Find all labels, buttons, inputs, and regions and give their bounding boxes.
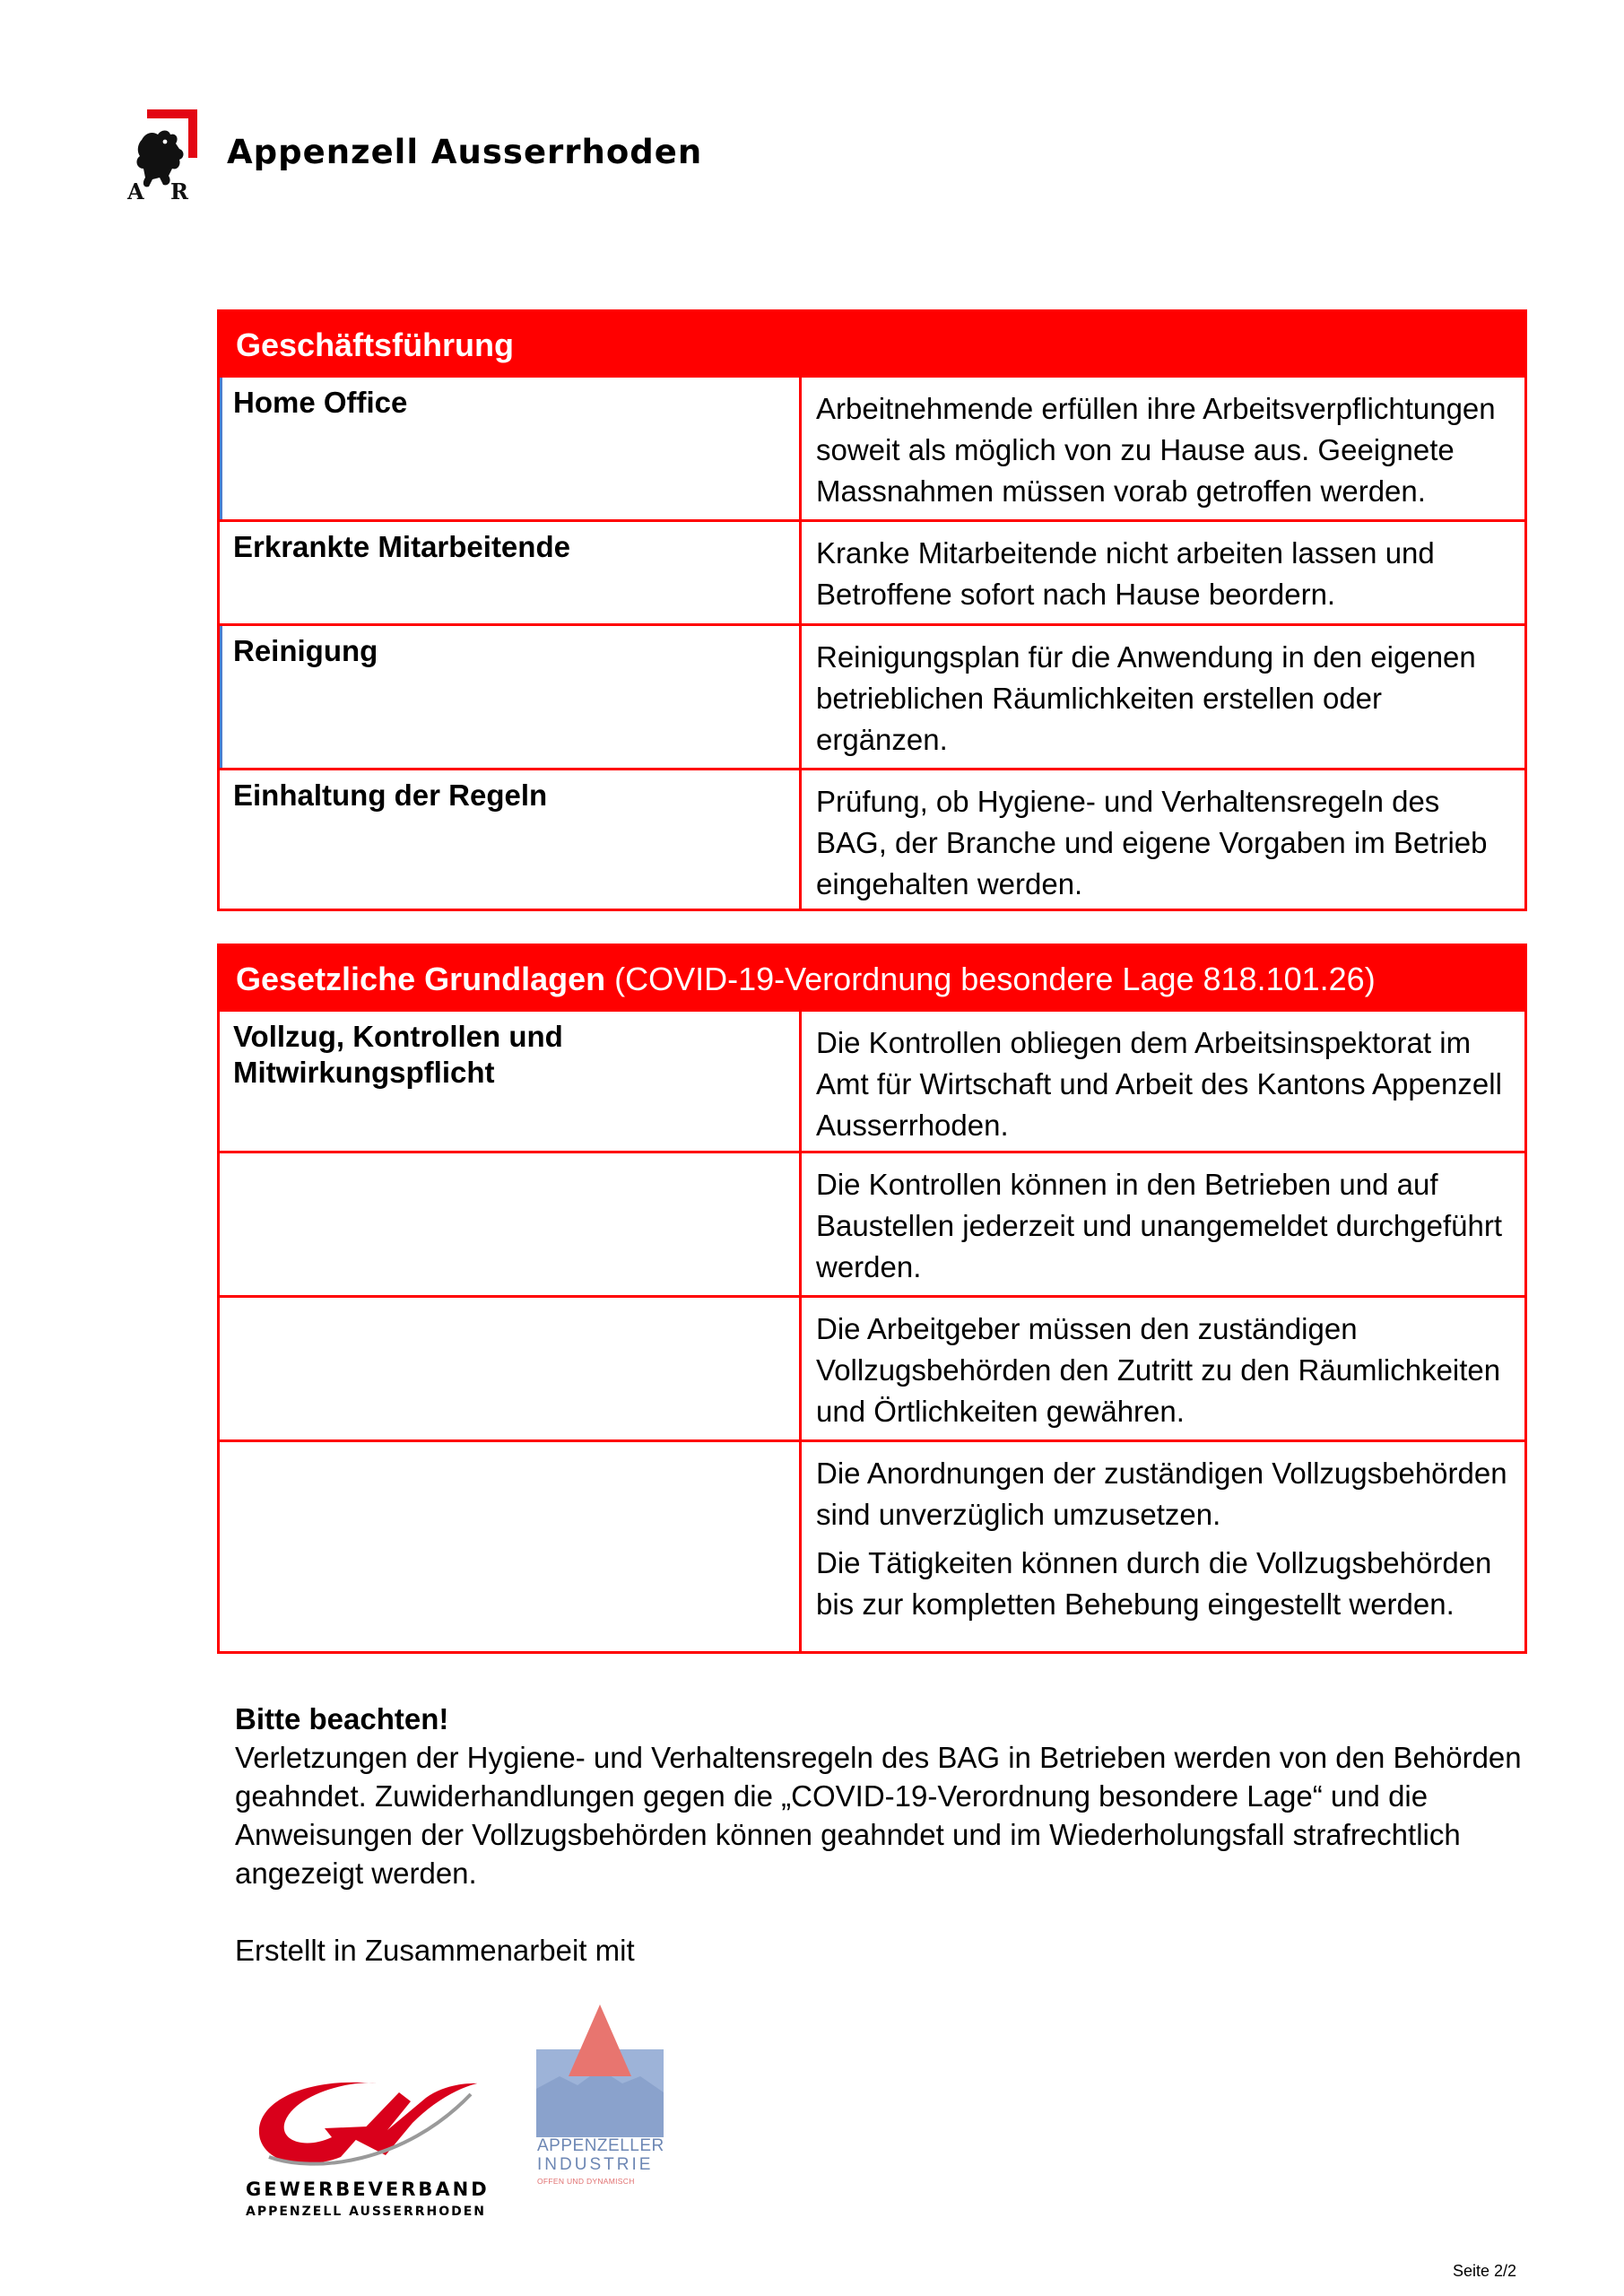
table-row — [220, 1439, 1524, 1651]
row-topic: Reinigung — [220, 626, 799, 768]
table-row — [220, 1151, 1524, 1295]
svg-text:A: A — [127, 178, 144, 204]
row-topic: Einhaltung der Regeln — [233, 778, 548, 812]
gewerbeverband-name: GEWERBEVERBAND — [246, 2179, 490, 2200]
row-text — [799, 1298, 1524, 1439]
table-row — [220, 1295, 1524, 1439]
table-row — [220, 768, 1524, 909]
row-text — [799, 522, 1524, 623]
row-paragraph: Die Kontrollen können in den Betrieben und auf Baustellen jederzeit und unangemeldet durchgeführt werden. — [816, 1168, 1503, 1283]
industrie-name-line2: INDUSTRIE — [537, 2155, 654, 2174]
bear-crest-icon — [126, 106, 211, 204]
notice-block — [235, 1700, 1526, 1892]
row-topic: Home Office — [220, 378, 799, 519]
row-topic — [220, 1153, 799, 1295]
row-text — [799, 378, 1524, 519]
row-text — [799, 1012, 1524, 1151]
legal-table-header — [220, 946, 1524, 1012]
notice-title: Bitte beachten! — [235, 1702, 449, 1735]
legal-title: Gesetzliche Grundlagen — [236, 961, 606, 997]
management-table — [217, 309, 1527, 911]
row-topic: Erkrankte Mitarbeitende — [233, 530, 570, 563]
management-table-header — [220, 312, 1524, 378]
management-title: Geschäftsführung — [236, 326, 515, 363]
table-row — [220, 519, 1524, 623]
row-text — [799, 1153, 1524, 1295]
svg-text:R: R — [170, 178, 188, 204]
row-text — [799, 1442, 1524, 1651]
row-paragraph: Arbeitnehmende erfüllen ihre Arbeitsverpflichtungen soweit als möglich von zu Hause aus. Geeignete Massnahmen müssen vorab getroffen werden. — [816, 392, 1496, 508]
industrie-slogan: OFFEN UND DYNAMISCH — [537, 2177, 635, 2186]
row-text — [799, 626, 1524, 768]
table-row — [220, 623, 1524, 768]
legal-table — [217, 944, 1527, 1654]
row-paragraph: Die Kontrollen obliegen dem Arbeitsinspektorat im Amt für Wirtschaft und Arbeit des Kantons Appenzell Ausserrhoden. — [816, 1026, 1502, 1142]
row-topic — [220, 1298, 799, 1439]
row-paragraph: Die Tätigkeiten können durch die Vollzugsbehörden bis zur kompletten Behebung eingestellt werden. — [816, 1546, 1492, 1621]
page-number: Seite 2/2 — [1453, 2262, 1517, 2280]
gewerbeverband-logo — [242, 2067, 490, 2229]
gewerbeverband-swoosh-icon — [242, 2067, 484, 2175]
table-row — [220, 1012, 1524, 1151]
mountain-icon — [533, 2005, 667, 2139]
legal-title-suffix: (COVID-19-Verordnung besondere Lage 818.101.26) — [605, 961, 1376, 997]
appenzeller-industrie-logo — [533, 2005, 667, 2220]
row-topic: Vollzug, Kontrollen und Mitwirkungspflicht — [233, 1020, 563, 1089]
row-paragraph: Die Anordnungen der zuständigen Vollzugsbehörden sind unverzüglich umzusetzen. — [816, 1457, 1507, 1531]
row-paragraph: Prüfung, ob Hygiene- und Verhaltensregeln des BAG, der Branche und eigene Vorgaben im Betrieb eingehalten werden. — [816, 785, 1488, 900]
row-topic — [220, 1442, 799, 1651]
credit-line: Erstellt in Zusammenarbeit mit — [235, 1934, 635, 1967]
notice-body: Verletzungen der Hygiene- und Verhaltensregeln des BAG in Betrieben werden von den Behörden geahndet. Zuwiderhandlungen gegen die „COVID-19-Verordnung besondere Lage“ und die Anweisungen der Vollzugsbehörden können geahndet und im Wiederholungsfall strafrechtlich angezeigt werden. — [235, 1741, 1522, 1890]
organization-name: Appenzell Ausserrhoden — [227, 133, 703, 171]
row-paragraph: Die Arbeitgeber müssen den zuständigen Vollzugsbehörden den Zutritt zu den Räumlichkeiten und Örtlichkeiten gewähren. — [816, 1312, 1501, 1428]
gewerbeverband-region: APPENZELL AUSSERRHODEN — [246, 2205, 487, 2219]
row-text — [799, 770, 1524, 909]
header-logo — [126, 106, 753, 204]
row-paragraph: Reinigungsplan für die Anwendung in den eigenen betrieblichen Räumlichkeiten erstellen oder ergänzen. — [816, 640, 1476, 756]
table-row — [220, 378, 1524, 519]
industrie-name-line1: APPENZELLER — [537, 2136, 664, 2155]
row-paragraph: Kranke Mitarbeitende nicht arbeiten lassen und Betroffene sofort nach Hause beordern. — [816, 536, 1435, 611]
